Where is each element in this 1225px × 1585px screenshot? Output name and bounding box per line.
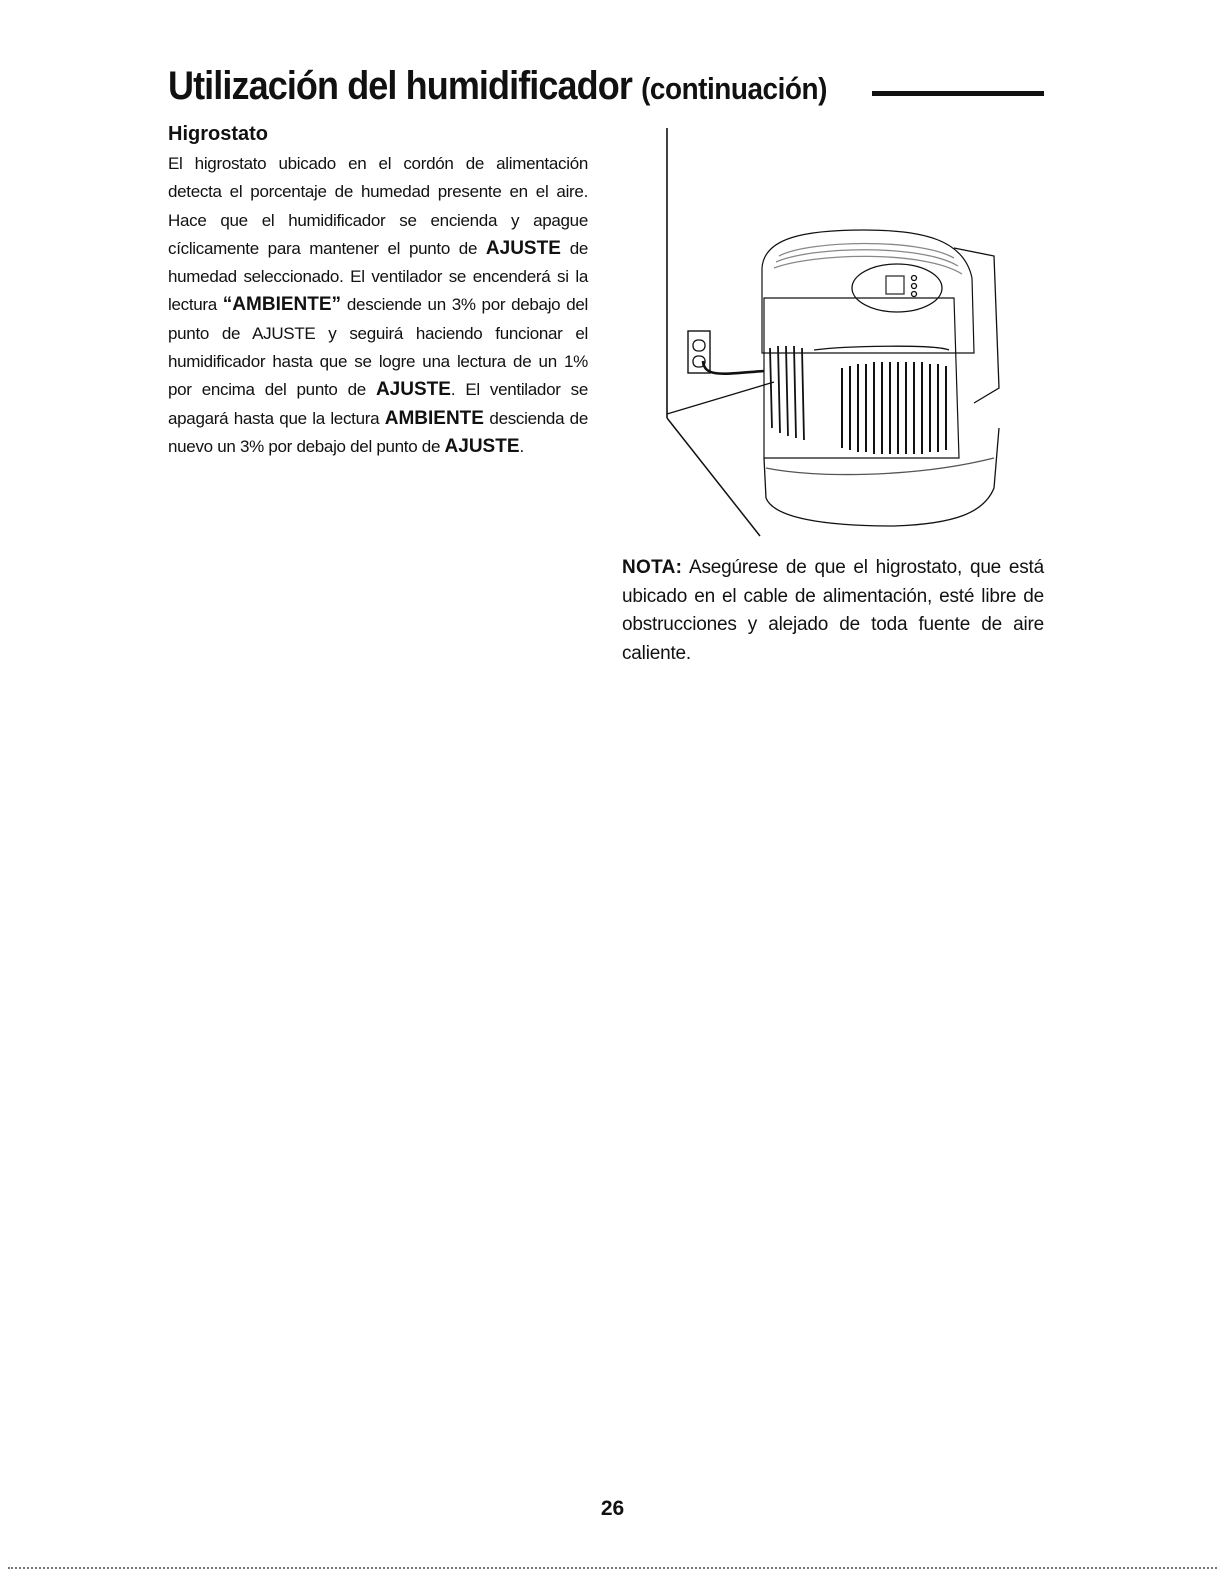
title-suffix: (continuación) bbox=[641, 71, 827, 106]
body-paragraph bbox=[168, 150, 588, 461]
page-title bbox=[168, 66, 827, 106]
note-label: NOTA: bbox=[622, 557, 683, 578]
humidifier-figure bbox=[664, 128, 1044, 538]
page-bottom-border bbox=[8, 1567, 1217, 1569]
paragraph-run: . El ventilador se apagará hasta que la lectura bbox=[168, 380, 588, 428]
title-main: Utilización del humidificador bbox=[168, 64, 632, 108]
emphasized-term: AJUSTE bbox=[485, 237, 561, 259]
section-heading: Higrostato bbox=[168, 123, 268, 145]
emphasized-term: AJUSTE bbox=[375, 379, 451, 401]
paragraph-run: de humedad seleccionado. El ventilador se encenderá si la lectura bbox=[168, 238, 589, 315]
paragraph-run: . bbox=[519, 436, 524, 456]
note-text: Asegúrese de que el higrostato, que está ubicado en el cable de alimentación, esté libre de obstrucciones y alejado de toda fuente de aire caliente. bbox=[622, 557, 1044, 664]
emphasized-term: AJUSTE bbox=[444, 435, 520, 457]
note-paragraph bbox=[622, 554, 1044, 668]
paragraph-run: El higrostato ubicado en el cordón de alimentación detecta el porcentaje de humedad presente en el aire. Hace que el humidificador se encienda y apague cíclicamente para mantener el punto de bbox=[168, 154, 588, 258]
page-number: 26 bbox=[600, 1497, 625, 1520]
paragraph-run: descienda de nuevo un 3% por debajo del punto de bbox=[168, 408, 588, 456]
paragraph-run: desciende un 3% por debajo del punto de AJUSTE y seguirá haciendo funcionar el humidificador hasta que se logre una lectura de un 1% por encima del punto de bbox=[168, 295, 588, 400]
title-rule bbox=[872, 91, 1044, 96]
humidifier-illustration-icon bbox=[664, 128, 1044, 538]
emphasized-term: AMBIENTE bbox=[384, 407, 484, 429]
emphasized-term: “AMBIENTE” bbox=[222, 294, 342, 316]
